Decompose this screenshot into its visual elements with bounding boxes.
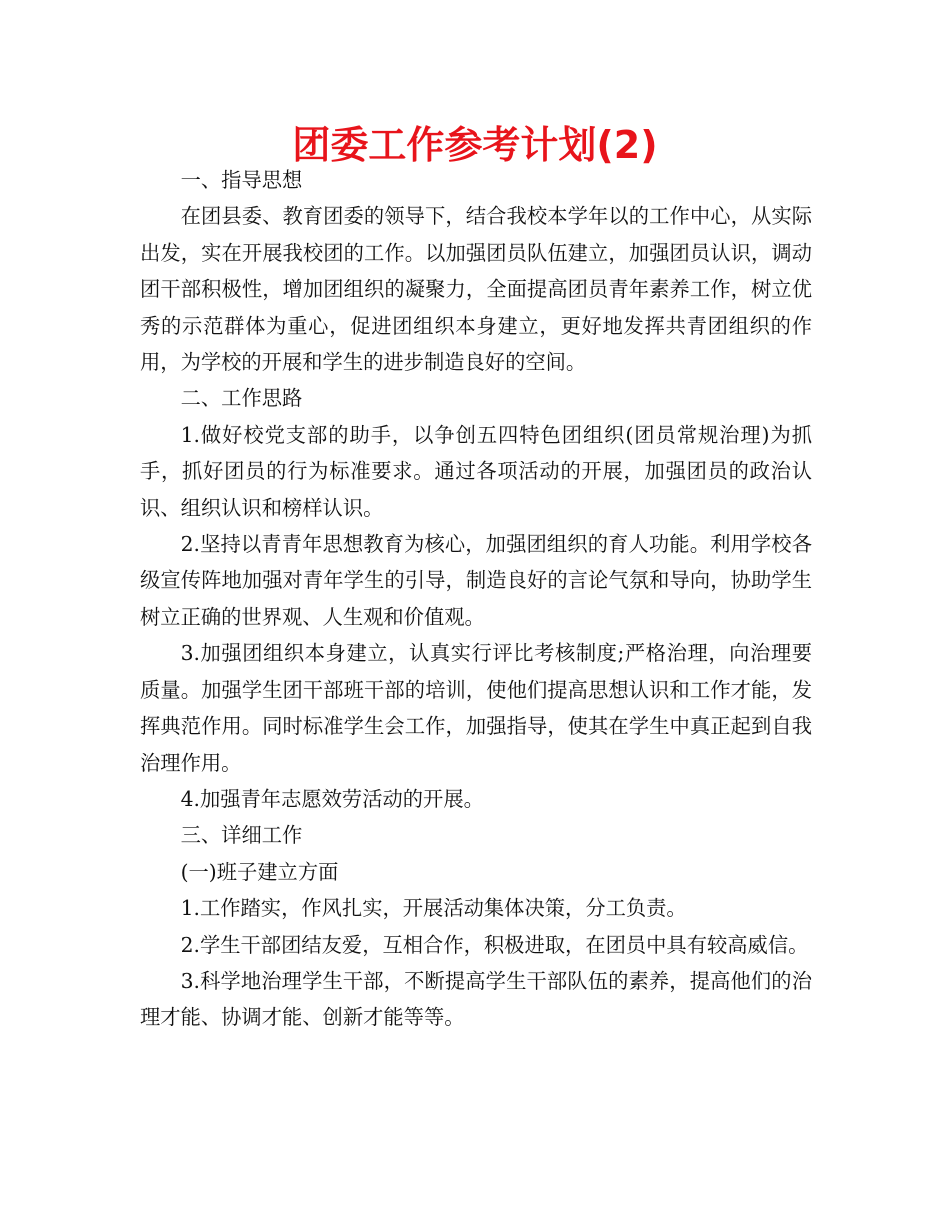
paragraph-approach-1: 1.做好校党支部的助手，以争创五四特色团组织(团员常规治理)为抓手，抓好团员的行为标准要求。通过各项活动的开展，加强团员的政治认识、组织认识和榜样认识。	[140, 422, 812, 520]
subsection-heading-team-building: (一)班子建立方面	[180, 859, 339, 884]
section-heading-guiding-ideology: 一、指导思想	[180, 168, 303, 192]
paragraph-approach-4: 4.加强青年志愿效劳活动的开展。	[180, 786, 484, 811]
page-title: 团委工作参考计划(2)	[292, 123, 658, 167]
paragraph-team-1: 1.工作踏实，作风扎实，开展活动集体决策，分工负责。	[180, 896, 687, 921]
document-body	[140, 162, 812, 1036]
paragraph-approach-3: 3.加强团组织本身建立，认真实行评比考核制度;严格治理，向治理要质量。加强学生团干部班干部的培训，使他们提高思想认识和工作才能，发挥典范作用。同时标准学生会工作，加强指导，使其在学生中真正起到自我治理作用。	[140, 641, 812, 775]
paragraph-approach-2: 2.坚持以青青年思想教育为核心，加强团组织的育人功能。利用学校各级宣传阵地加强对青年学生的引导，制造良好的言论气氛和导向，协助学生树立正确的世界观、人生观和价值观。	[140, 532, 812, 629]
paragraph-team-3: 3.科学地治理学生干部，不断提高学生干部队伍的素养，提高他们的治理才能、协调才能、创新才能等等。	[140, 968, 812, 1030]
paragraph-team-2: 2.学生干部团结友爱，互相合作，积极进取，在团员中具有较高威信。	[180, 932, 809, 957]
paragraph-guiding-ideology: 在团县委、教育团委的领导下，结合我校本学年以的工作中心，从实际出发，实在开展我校团的工作。以加强团员队伍建立，加强团员认识，调动团干部积极性，增加团组织的凝聚力，全面提高团员青年素养工作，树立优秀的示范群体为重心，促进团组织本身建立，更好地发挥共青团组织的作用，为学校的开展和学生的进步制造良好的空间。	[140, 204, 812, 375]
section-heading-detailed-work: 三、详细工作	[180, 823, 303, 848]
section-heading-work-approach: 二、工作思路	[180, 386, 303, 411]
